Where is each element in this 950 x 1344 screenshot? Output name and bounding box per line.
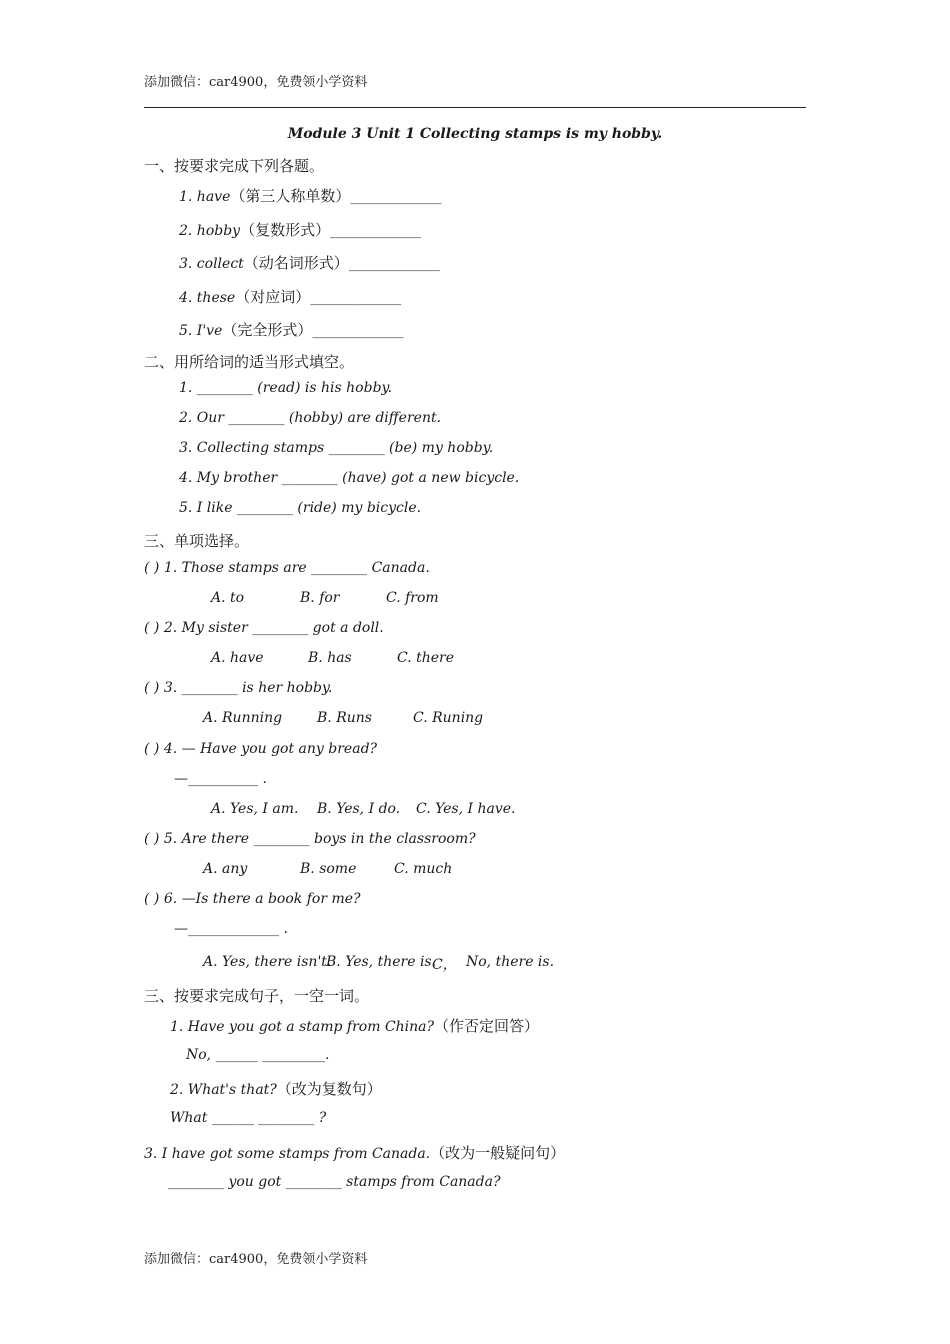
s4-item-2: 2. What's that?（改为复数句） <box>170 1080 382 1098</box>
mc4-option-a: A. Yes, I am. <box>211 801 299 817</box>
mc-question-4: ( ) 4. — Have you got any bread? <box>144 741 378 757</box>
mc5-option-b: B. some <box>300 861 357 877</box>
mc6-option-a: A. Yes, there isn't. <box>203 954 332 970</box>
s4-item-1-answer: No, ______ _________. <box>186 1047 330 1063</box>
page-footer: 添加微信：car4900，免费领小学资料 <box>144 1252 368 1267</box>
s2-item-4: 4. My brother ________ (have) got a new bicycle. <box>179 470 520 486</box>
s4-item-3: 3. I have got some stamps from Canada.（改为一般疑问句） <box>144 1144 566 1162</box>
mc1-option-a: A. to <box>211 590 245 606</box>
mc2-option-b: B. has <box>308 650 352 666</box>
mc3-option-b: B. Runs <box>317 710 372 726</box>
s1-item-4: 4. these（对应词）_____________ <box>179 288 402 306</box>
mc1-option-b: B. for <box>300 590 340 606</box>
mc-question-2: ( ) 2. My sister ________ got a doll. <box>144 620 384 636</box>
s4-item-3-answer: ________ you got ________ stamps from Canada? <box>168 1174 501 1190</box>
mc-question-5: ( ) 5. Are there ________ boys in the classroom? <box>144 831 476 847</box>
s2-item-3: 3. Collecting stamps ________ (be) my hobby. <box>179 440 494 456</box>
section1-heading: 一、按要求完成下列各题。 <box>144 157 325 175</box>
s4-item-2-answer: What ______ ________ ? <box>170 1110 327 1126</box>
mc4-option-b: B. Yes, I do. <box>317 801 401 817</box>
mc-question-3: ( ) 3. ________ is her hobby. <box>144 680 333 696</box>
mc5-option-a: A. any <box>203 861 248 877</box>
mc1-option-c: C. from <box>386 590 439 606</box>
s1-item-3: 3. collect（动名词形式）_____________ <box>179 254 440 272</box>
s1-item-2: 2. hobby（复数形式）_____________ <box>179 221 422 239</box>
s2-item-1: 1. ________ (read) is his hobby. <box>179 380 393 396</box>
s4-item-1: 1. Have you got a stamp from China?（作否定回答） <box>170 1017 540 1035</box>
mc-question-6: ( ) 6. —Is there a book for me? <box>144 891 361 907</box>
mc2-option-c: C. there <box>397 650 455 666</box>
s1-item-1: 1. have（第三人称单数）_____________ <box>179 187 442 205</box>
mc6-option-c-text: No, there is. <box>466 954 555 970</box>
mc4-option-c: C. Yes, I have. <box>416 801 516 817</box>
mc3-option-a: A. Running <box>203 710 283 726</box>
mc4-answer-line: —__________ . <box>174 771 267 787</box>
page-header: 添加微信：car4900，免费领小学资料 <box>144 75 368 90</box>
section4-heading: 三、按要求完成句子，一空一词。 <box>144 987 370 1005</box>
s2-item-5: 5. I like ________ (ride) my bicycle. <box>179 500 422 516</box>
s1-item-5: 5. I've（完全形式）_____________ <box>179 321 404 339</box>
mc6-answer-line: —_____________ . <box>174 921 288 937</box>
s2-item-2: 2. Our ________ (hobby) are different. <box>179 410 442 426</box>
section3-heading: 三、单项选择。 <box>144 532 250 550</box>
mc5-option-c: C. much <box>394 861 453 877</box>
worksheet-title: Module 3 Unit 1 Collecting stamps is my hobby. <box>287 126 663 142</box>
header-rule <box>144 107 806 108</box>
section2-heading: 二、用所给词的适当形式填空。 <box>144 353 355 371</box>
mc6-option-c: C， <box>432 957 457 973</box>
mc3-option-c: C. Runing <box>413 710 484 726</box>
mc-question-1: ( ) 1. Those stamps are ________ Canada. <box>144 560 430 576</box>
mc2-option-a: A. have <box>211 650 264 666</box>
mc6-option-b: B. Yes, there is. <box>326 954 437 970</box>
